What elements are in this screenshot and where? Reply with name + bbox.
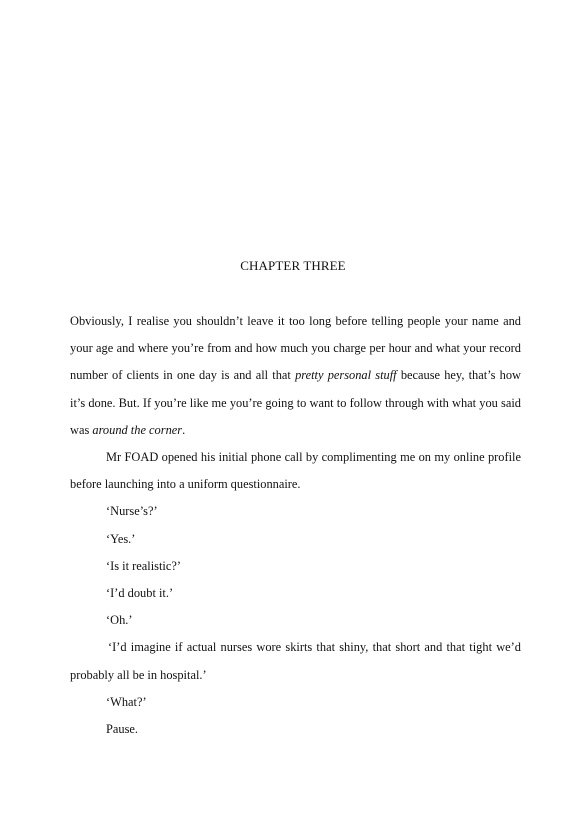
chapter-title: CHAPTER THREE [240, 258, 346, 273]
paragraph-1-italic-b: around the corner [92, 422, 183, 437]
paragraph-1-text-a: Obviously, I realise you shouldn’t leave it too long before telling people your name and your age and where you’re from and how much you charge per hour and what your record number of clients in one day is and all that [70, 314, 521, 383]
dialogue-line: ‘Is it realistic?’ [106, 558, 181, 573]
paragraph-2: Mr FOAD opened his initial phone call by complimenting me on my online profile before launching into a uniform questionnaire. [70, 450, 521, 492]
paragraph-1 [70, 308, 521, 444]
dialogue-line: ‘Yes.’ [106, 531, 136, 546]
dialogue-line: ‘Oh.’ [106, 613, 133, 628]
dialogue-line: Pause. [106, 722, 139, 737]
dialogue-line: ‘What?’ [106, 694, 147, 709]
paragraph-1-italic-a: pretty personal stuff [295, 368, 397, 383]
paragraph-1-text-b: because hey, that’s how it’s done. But. If you’re like me you’re going to want to follow through with what you said was [70, 368, 522, 437]
dialogue-line: ‘I’d doubt it.’ [106, 586, 174, 601]
paragraph-3: ‘I’d imagine if actual nurses wore skirts that shiny, that short and that tight we’d probably all be in hospital.’ [70, 640, 521, 682]
dialogue-line: ‘Nurse’s?’ [106, 504, 158, 519]
paragraph-1-text-c: . [182, 422, 186, 437]
body-text [70, 308, 521, 743]
